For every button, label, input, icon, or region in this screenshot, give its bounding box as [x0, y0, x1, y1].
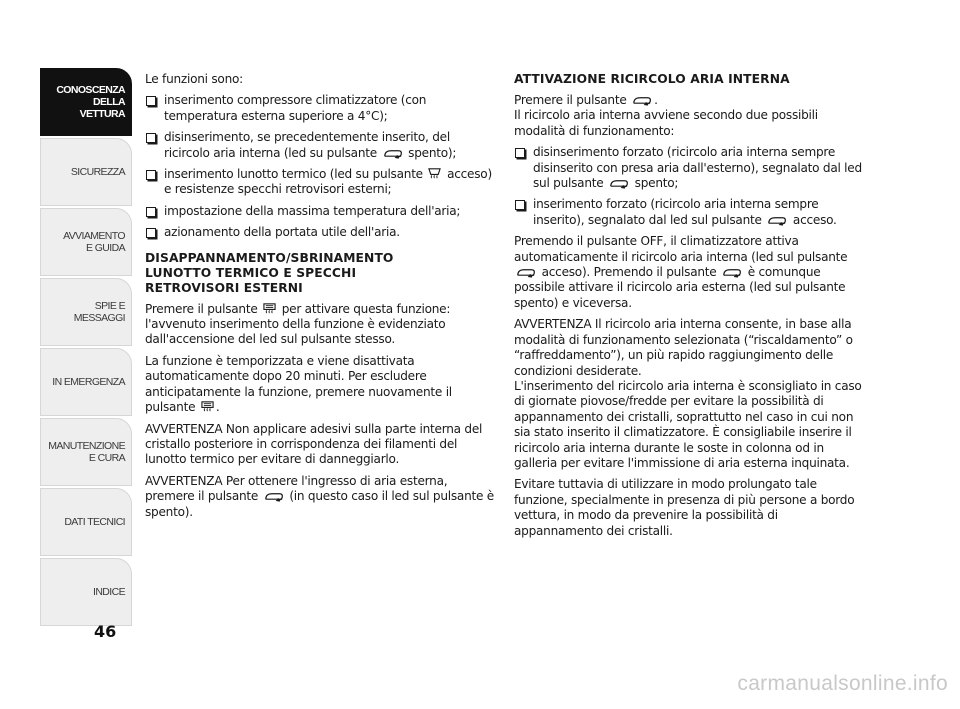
- left-column: [145, 72, 495, 526]
- recirculation-icon: [722, 267, 742, 278]
- list-item: impostazione della massima temperatura dell'aria;: [145, 204, 495, 219]
- right-column: [514, 72, 864, 545]
- section-heading-defrost: DISAPPANNAMENTO/SBRINAMENTO LUNOTTO TERMICO E SPECCHI RETROVISORI ESTERNI: [145, 250, 394, 295]
- recirculation-icon: [383, 148, 403, 159]
- tab-sicurezza[interactable]: [40, 138, 132, 206]
- warning-paragraph: AVVERTENZA Il ricircolo aria interna consente, in base alla modalità di funzionamento selezionata (“riscaldamento” o “raffreddamento”), un più rapido raggiungimento delle condizioni desiderate.: [514, 317, 853, 378]
- tab-label: CONOSCENZA DELLA VETTURA: [56, 84, 125, 120]
- intro-text: Le funzioni sono:: [145, 72, 243, 86]
- recirculation-icon: [516, 267, 536, 278]
- recirculation-icon: [609, 178, 629, 189]
- list-item: inserimento lunotto termico (led su pulsante acceso) e resistenze specchi retrovisori esterni;: [145, 167, 495, 198]
- chapter-tabs: [40, 68, 132, 628]
- tab-label: SICUREZZA: [70, 166, 125, 178]
- paragraph: L'inserimento del ricircolo aria interna è sconsigliato in caso di giornate piovose/fredde per evitare la possibilità di appannamento dei cristalli, soprattutto nel caso in cui non sia stato inserito il climatizzatore. È consigliabile inserire il ricircolo aria interna durante le soste in colonna od in galleria per evitare l'immissione di aria esterna inquinata.: [514, 378, 862, 470]
- tab-label: SPIE E MESSAGGI: [73, 300, 125, 324]
- paragraph: La funzione è temporizzata e viene disattivata automaticamente dopo 20 minuti. Per escludere anticipatamente la funzione, premere nuovamente il pulsante .: [145, 353, 452, 415]
- recirculation-icon: [264, 491, 284, 502]
- tab-manutenzione-e-cura[interactable]: [40, 418, 132, 486]
- rear-defrost-icon: [201, 400, 214, 413]
- paragraph: Premendo il pulsante OFF, il climatizzatore attiva automaticamente il ricircolo aria interna (led sul pulsante acceso). Premendo il pulsante è comunque possibile attivare il ricircolo aria esterna (led sul pulsante spento) e viceversa.: [514, 234, 848, 310]
- tab-label: IN EMERGENZA: [52, 376, 125, 388]
- recirculation-icon: [632, 95, 652, 106]
- tab-indice[interactable]: [40, 558, 132, 626]
- list-item: disinserimento, se precedentemente inserito, del ricircolo aria interna (led su pulsante spento);: [145, 130, 495, 161]
- functions-list: [145, 93, 495, 240]
- list-item: inserimento forzato (ricircolo aria interna sempre inserito), segnalato dal led sul pulsante acceso.: [514, 197, 864, 228]
- tab-label: INDICE: [93, 586, 125, 598]
- warning-paragraph: AVVERTENZA Per ottenere l'ingresso di aria esterna, premere il pulsante (in questo caso il led sul pulsante è spento).: [145, 473, 494, 519]
- tab-spie-e-messaggi[interactable]: [40, 278, 132, 346]
- rear-defrost-icon: [263, 302, 276, 315]
- section-heading-recirculation: ATTIVAZIONE RICIRCOLO ARIA INTERNA: [514, 72, 790, 86]
- tab-avviamento-e-guida[interactable]: [40, 208, 132, 276]
- tab-conoscenza-della-vettura[interactable]: [40, 68, 132, 136]
- warning-paragraph: AVVERTENZA Non applicare adesivi sulla parte interna del cristallo posteriore in corrispondenza dei filamenti del lunotto termico per evitare di danneggiarlo.: [145, 421, 483, 467]
- mirror-defrost-icon: [428, 167, 441, 180]
- page-number: 46: [94, 622, 117, 641]
- list-item: disinserimento forzato (ricircolo aria interna sempre disinserito con presa aria dall'esterno), segnalato dal led sul pulsante spento;: [514, 145, 864, 191]
- list-item: azionamento della portata utile dell'aria.: [145, 225, 495, 240]
- paragraph: Evitare tuttavia di utilizzare in modo prolungato tale funzione, specialmente in presenza di più persone a bordo vettura, in modo da prevenire la possibilità di appannamento dei cristalli.: [514, 477, 855, 538]
- tab-label: DATI TECNICI: [64, 516, 125, 528]
- paragraph: Premere il pulsante per attivare questa funzione: l'avvenuto inserimento della funzione è evidenziato dall'accensione del led sul pulsante stesso.: [145, 301, 451, 347]
- tab-dati-tecnici[interactable]: [40, 488, 132, 556]
- tab-in-emergenza[interactable]: [40, 348, 132, 416]
- watermark: carmanualsonline.info: [737, 672, 948, 695]
- tab-label: MANUTENZIONE E CURA: [48, 440, 125, 464]
- recirculation-icon: [767, 215, 787, 226]
- paragraph: Premere il pulsante . Il ricircolo aria interna avviene secondo due possibili modalità di funzionamento:: [514, 93, 818, 138]
- tab-label: AVVIAMENTO E GUIDA: [63, 230, 125, 254]
- modes-list: [514, 145, 864, 228]
- list-item: inserimento compressore climatizzatore (con temperatura esterna superiore a 4°C);: [145, 93, 495, 124]
